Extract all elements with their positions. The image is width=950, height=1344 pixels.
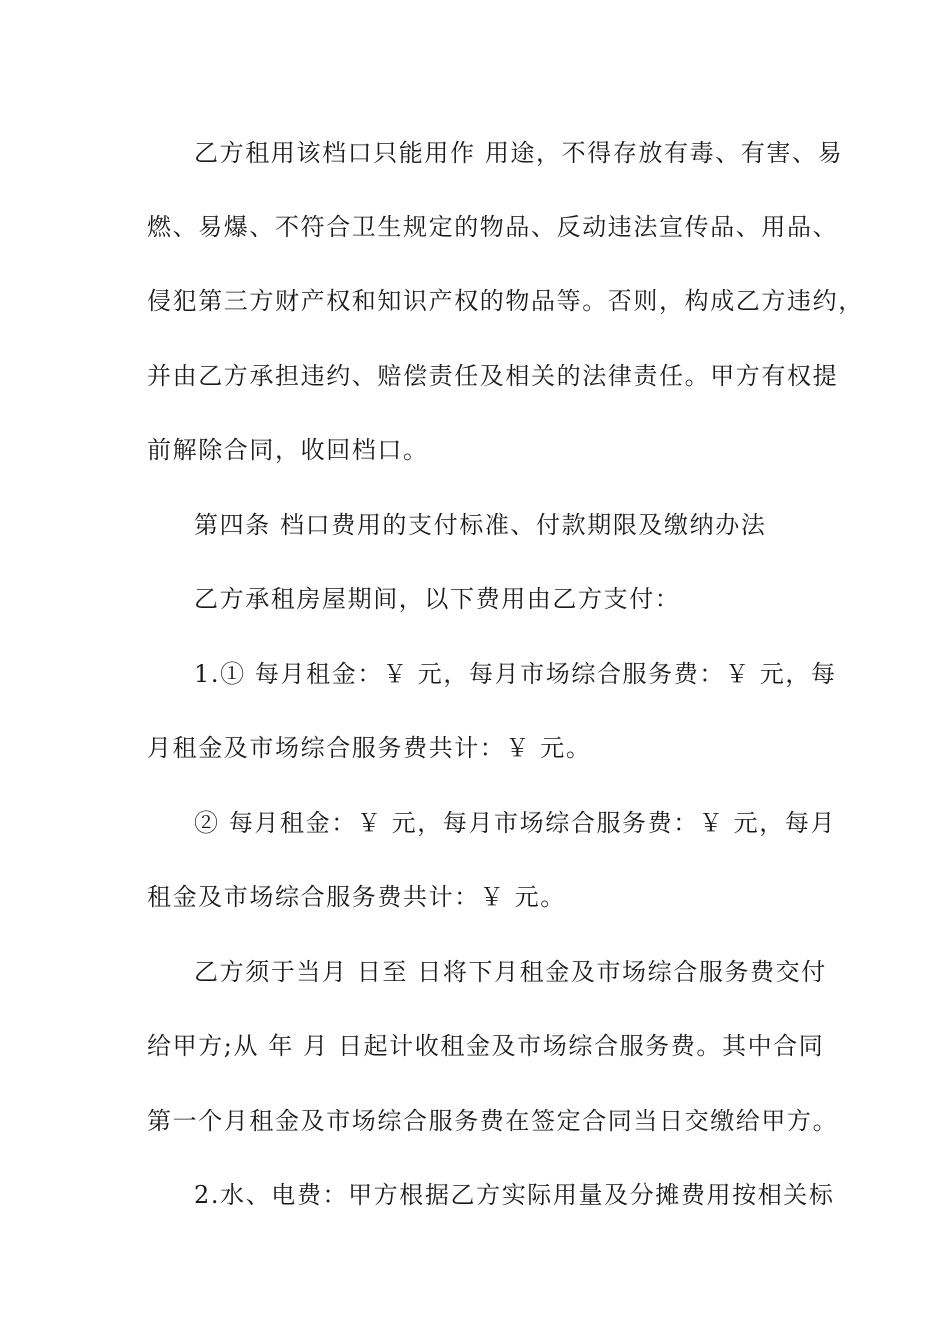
paragraph-line: 乙方承租房屋期间，以下费用由乙方支付： xyxy=(194,585,681,613)
paragraph-line: 并由乙方承担违约、赔偿责任及相关的法律责任。甲方有权提 xyxy=(147,362,839,390)
paragraph-line: 2.水、电费：甲方根据乙方实际用量及分摊费用按相关标 xyxy=(194,1181,835,1209)
paragraph-line: 前解除合同，收回档口。 xyxy=(147,436,429,464)
paragraph-line: 第一个月租金及市场综合服务费在签定合同当日交缴给甲方。 xyxy=(147,1107,839,1135)
paragraph-line: 燃、易爆、不符合卫生规定的物品、反动违法宣传品、用品、 xyxy=(147,213,839,241)
paragraph-line: 乙方租用该档口只能用作 用途，不得存放有毒、有害、易 xyxy=(194,139,844,167)
section-heading: 第四条 档口费用的支付标准、付款期限及缴纳办法 xyxy=(194,511,767,539)
paragraph-line: ② 每月租金：￥ 元，每月市场综合服务费：￥ 元，每月 xyxy=(194,809,837,837)
paragraph-line: 租金及市场综合服务费共计：￥ 元。 xyxy=(147,883,566,911)
paragraph-line: 月租金及市场综合服务费共计：￥ 元。 xyxy=(147,734,592,762)
paragraph-line: 侵犯第三方财产权和知识产权的物品等。否则，构成乙方违约， xyxy=(147,287,864,315)
paragraph-line: 给甲方;从 年 月 日起计收租金及市场综合服务费。其中合同 xyxy=(147,1032,825,1060)
paragraph-line: 1.① 每月租金：￥ 元，每月市场综合服务费：￥ 元，每 xyxy=(194,660,837,688)
paragraph-line: 乙方须于当月 日至 日将下月租金及市场综合服务费交付 xyxy=(194,958,827,986)
